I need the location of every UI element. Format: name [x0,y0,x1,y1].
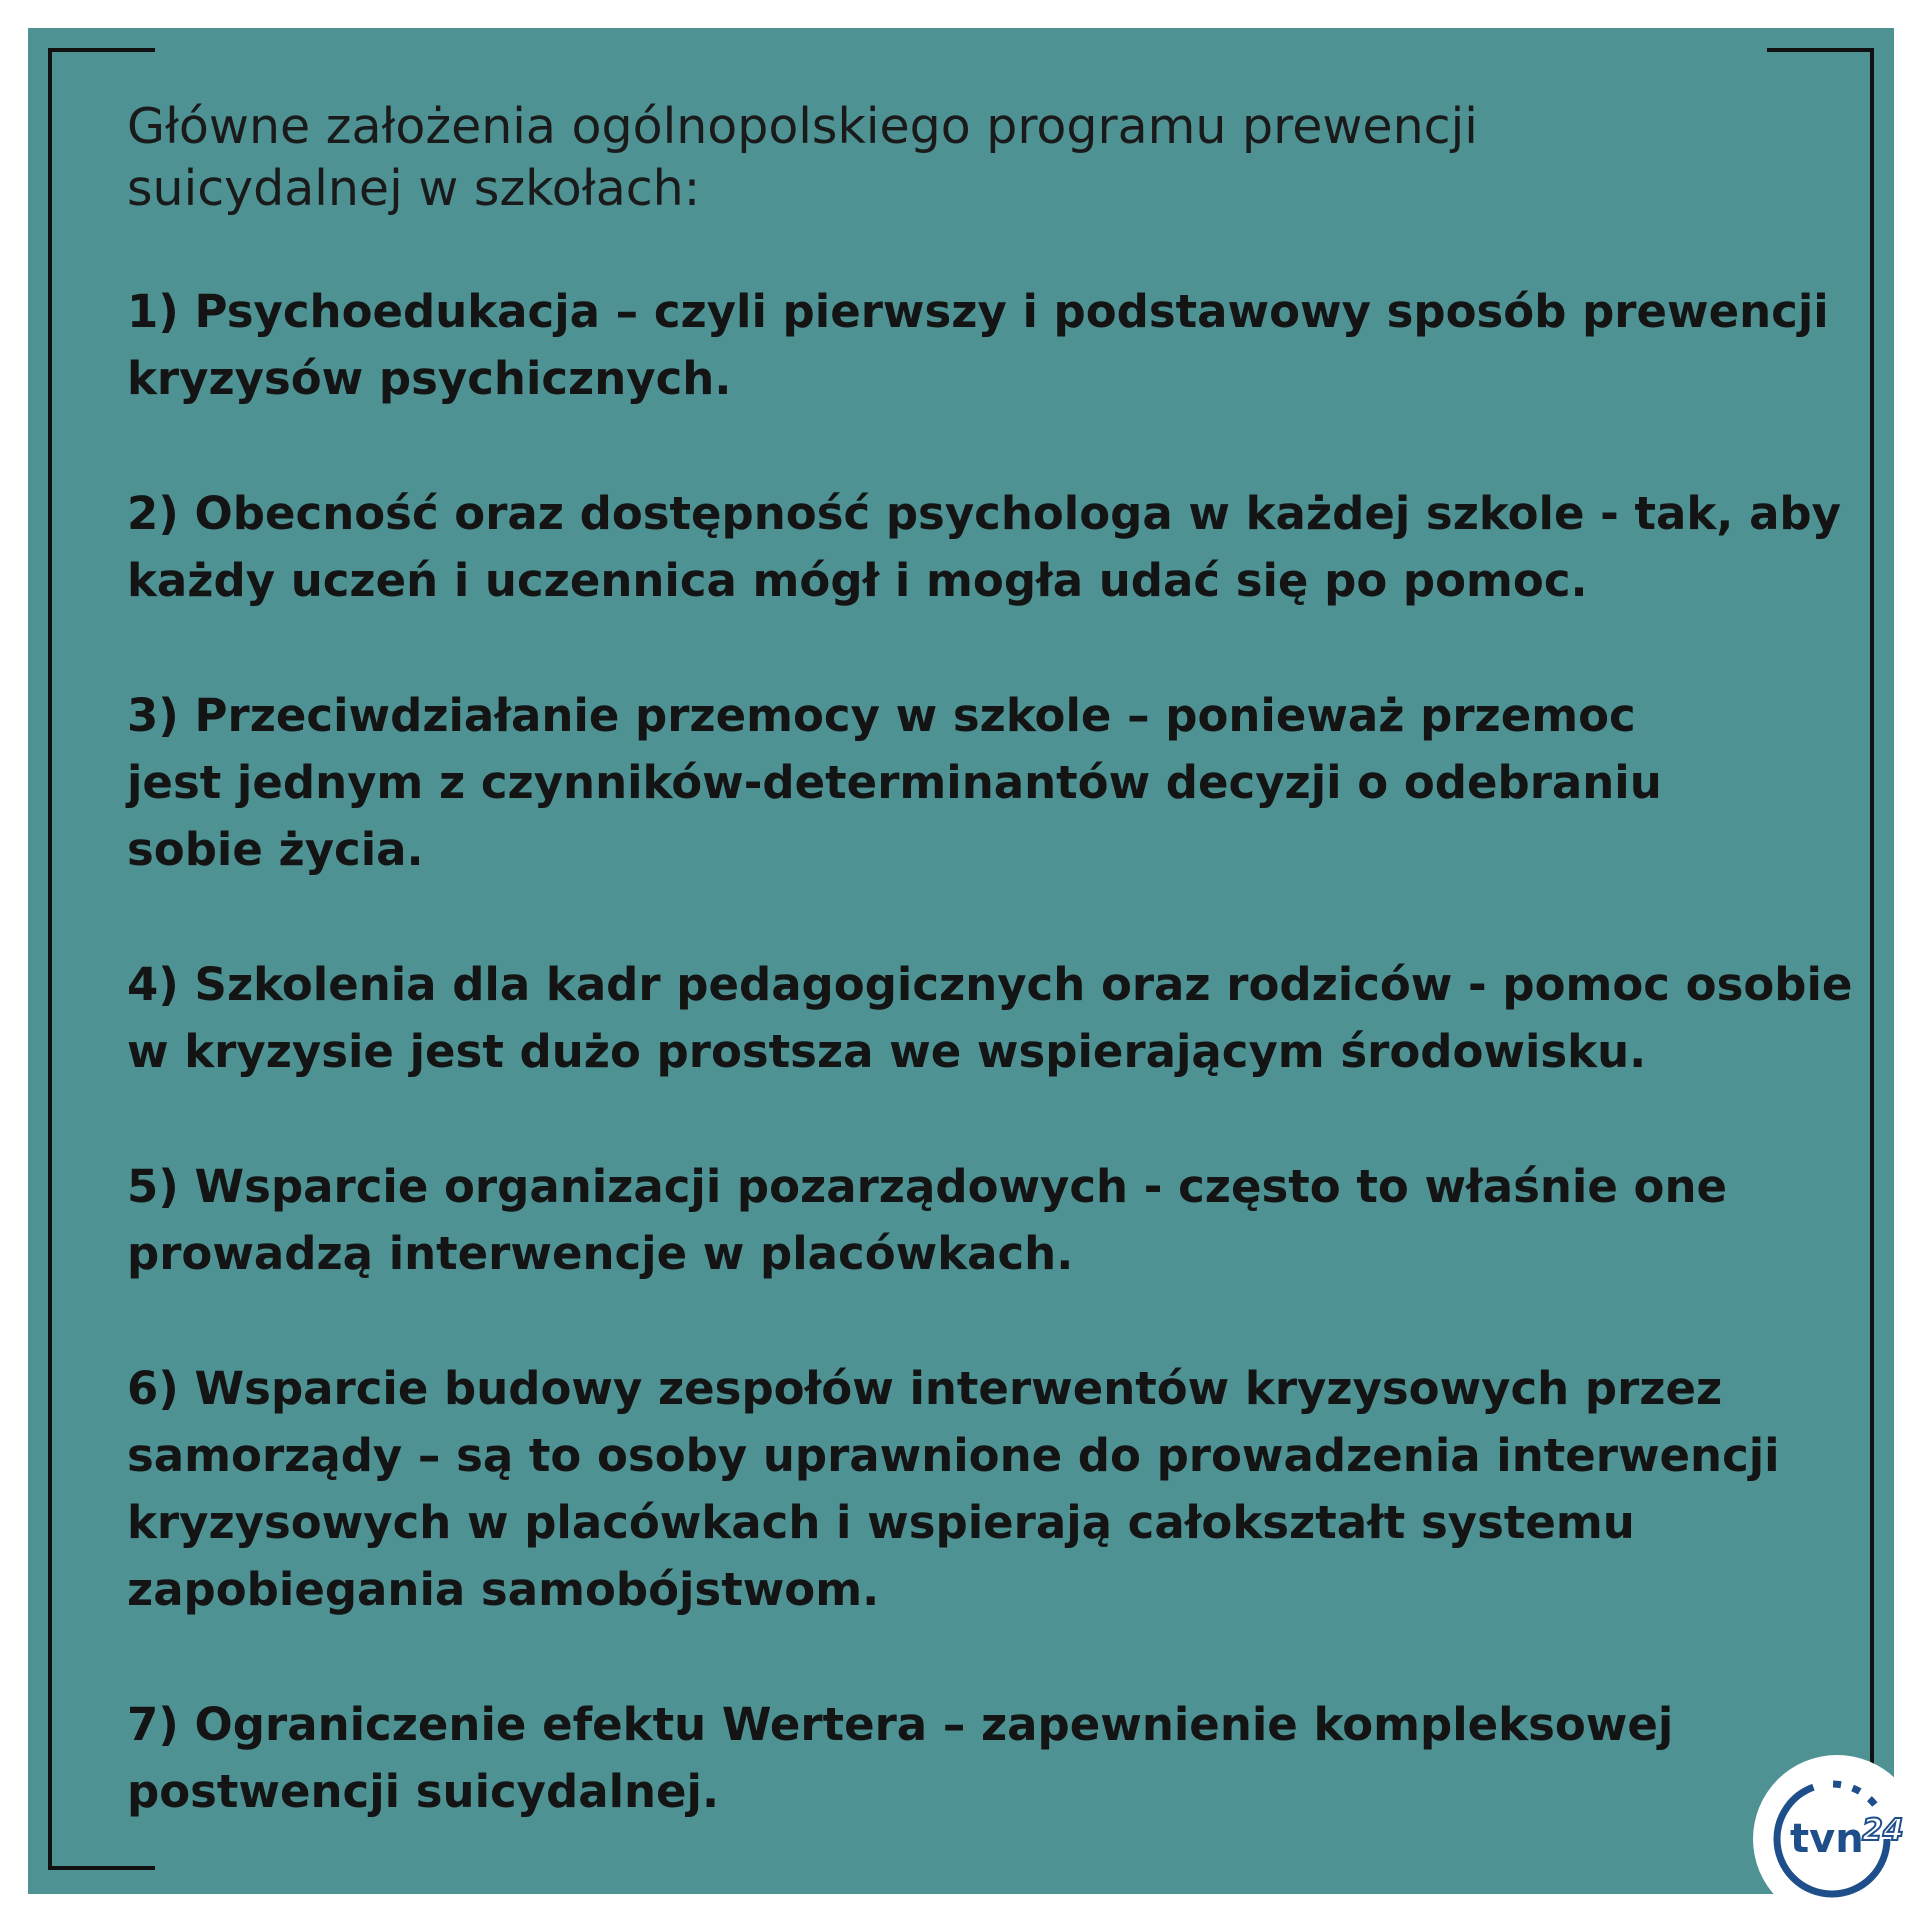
list-item-4: 4) Szkolenia dla kadr pedagogicznych oraz rodziców - pomoc osobie w kryzysie jest dużo prostsza we wspierającym środowisku. [127,958,1853,1078]
list-item-7: 7) Ograniczenie efektu Wertera – zapewnienie kompleksowej postwencji suicydalnej. [127,1698,1674,1818]
list-item-3: 3) Przeciwdziałanie przemocy w szkole – ponieważ przemoc jest jednym z czynników-determinantów decyzji o odebraniu sobie życia. [127,689,1662,876]
page-title: Główne założenia ogólnopolskiego programu prewencji suicydalnej w szkołach: [127,98,1478,217]
list-item-2: 2) Obecność oraz dostępność psychologa w każdej szkole - tak, aby każdy uczeń i uczennica mógł i mogła udać się po pomoc. [127,487,1841,607]
tvn24-logo-icon [1752,1754,1920,1920]
svg-text:24: 24 [1862,1813,1904,1848]
content-panel [28,28,1894,1894]
list-item-1: 1) Psychoedukacja – czyli pierwszy i podstawowy sposób prewencji kryzysów psychicznych. [127,285,1829,405]
content-area [127,96,1867,1893]
svg-text:tvn: tvn [1790,1816,1864,1862]
list-item-5: 5) Wsparcie organizacji pozarządowych - często to właśnie one prowadzą interwencje w placówkach. [127,1160,1728,1280]
list-item-6: 6) Wsparcie budowy zespołów interwentów kryzysowych przez samorządy – są to osoby uprawnione do prowadzenia interwencji kryzysowych w placówkach i wspierają całokształt systemu zapobiegania samobójstwom. [127,1362,1780,1616]
